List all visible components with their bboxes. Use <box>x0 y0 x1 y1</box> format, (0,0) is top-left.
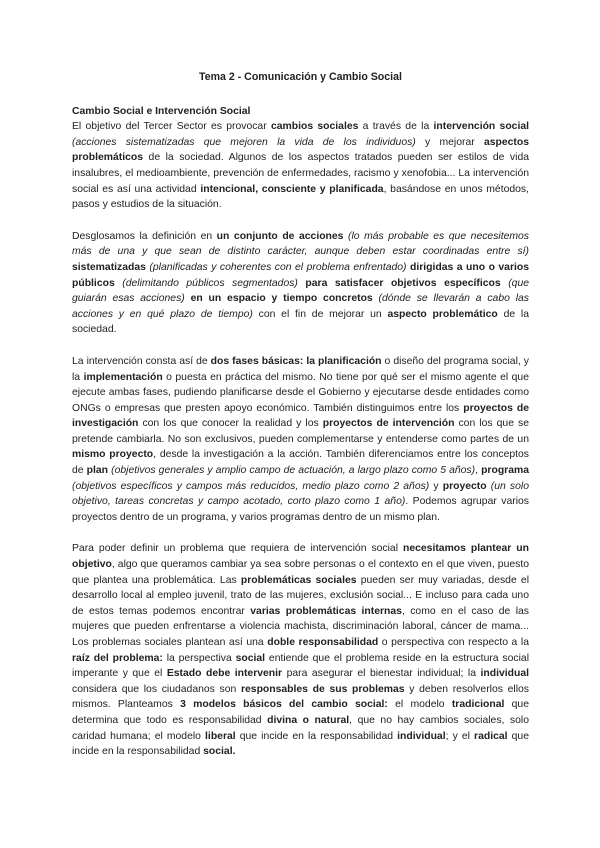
paragraph-3 <box>72 354 529 526</box>
bold-term: aspectos problemáticos <box>72 136 530 164</box>
bold-term: liberal <box>205 730 236 742</box>
text-run: y <box>429 480 443 492</box>
bold-term: 3 modelos básicos del cambio social: <box>180 699 388 711</box>
text-run: que determina que todo es responsabilidad <box>72 699 529 726</box>
bold-term: radical <box>474 730 508 742</box>
italic-note: (planificadas y coherentes con el problema enfrentado) <box>149 261 407 273</box>
bold-term: cambios sociales <box>270 121 359 133</box>
bold-term: sistematizadas <box>72 261 146 273</box>
bold-term: social <box>235 652 266 664</box>
bold-term: proyectos de investigación <box>72 402 529 430</box>
text-run: de la sociedad. <box>72 308 529 336</box>
bold-term: Estado debe intervenir <box>166 668 283 680</box>
text-run: de la sociedad. Algunos de los aspectos tratados pueden ser estilos de vida insalubres, el medioambiente, prevención de enfermedades, racismo y xenofobia... La intervención social es así una actividad <box>72 152 529 195</box>
text-run: con los que conocer la realidad y los <box>138 418 323 430</box>
text-run: a través de la <box>358 121 434 133</box>
bold-term: individual <box>397 730 446 742</box>
bold-term: para satisfacer objetivos específicos <box>305 277 501 289</box>
paragraph-4 <box>72 541 529 759</box>
bold-term: proyectos de intervención <box>322 418 455 430</box>
text-run: entiende que el problema reside en la estructura social imperante y que el <box>72 652 529 680</box>
bold-term: problemáticas sociales <box>240 574 357 586</box>
text-run: , como en el caso de las mujeres que pueden enfrentarse a violencia machista, discriminación laboral, cáncer de mama... Los problemas sociales plantean así una <box>72 605 529 648</box>
bold-term: social. <box>203 746 236 758</box>
text-run: la perspectiva <box>162 652 236 664</box>
text-run: , basándose en unos métodos, pasos y estudios de la situación. <box>72 183 530 211</box>
italic-note: (objetivos generales y amplio campo de actuación, a largo plazo como 5 años) <box>111 465 476 477</box>
text-run: . Podemos agrupar varios proyectos dentro de un programa, y varios programas dentro de un mismo plan. <box>72 496 529 523</box>
text-run: con el fin de mejorar un <box>252 308 388 320</box>
bold-term: dos fases básicas: la planificación <box>210 355 382 367</box>
text-run: El objetivo del Tercer Sector es provocar <box>72 121 271 133</box>
bold-term: intencional, consciente y planificada <box>200 183 384 195</box>
text-run: y mejorar <box>415 136 484 148</box>
italic-note: (un solo objetivo, tareas concretas y campo acotado, corto plazo como 1 año) <box>72 480 529 508</box>
text-run: o perspectiva con respecto a la <box>378 637 529 648</box>
italic-note: (lo más probable es que necesitemos más de una y que sean de distinto carácter, aunque deben estar coordinadas entre sí) <box>72 230 529 258</box>
paragraph-2 <box>72 229 529 338</box>
text-run: , desde la investigación a la acción. También diferenciamos entre los conceptos de <box>72 449 529 477</box>
bold-term: intervención social <box>433 121 530 133</box>
italic-note: (dónde se llevarán a cabo las acciones y en qué plazo de tiempo) <box>72 293 529 320</box>
paragraph-1 <box>72 119 529 213</box>
text-run: que incide en la responsabilidad <box>72 730 529 758</box>
bold-term: implementación <box>83 371 163 383</box>
text-run: , <box>475 465 482 477</box>
text-run: La intervención consta así de <box>72 355 211 367</box>
bold-term: tradicional <box>451 699 505 711</box>
bold-term: en un espacio y tiempo concretos <box>190 293 373 305</box>
italic-note: (objetivos específicos y campos más reducidos, medio plazo como 2 años) <box>72 480 430 492</box>
bold-term: mismo proyecto <box>72 449 154 461</box>
text-run: o puesta en práctica del mismo. No tiene por qué ser el mismo agente el que ejecute ambas fases, pudiendo planificarse desde el Gobierno y ejecutarse desde entidades como ONGs o empresas que presten apoyo económico. También distinguimos entre los <box>72 371 529 414</box>
bold-term: individual <box>480 668 529 680</box>
bold-term: plan <box>86 465 109 477</box>
italic-note: (que guiarán esas acciones) <box>72 277 530 305</box>
document-title: Tema 2 - Comunicación y Cambio Social <box>199 71 402 83</box>
italic-note: (acciones sistematizadas que mejoren la vida de los individuos) <box>72 136 416 148</box>
text-run: el modelo <box>387 699 452 711</box>
bold-term: un conjunto de acciones <box>216 230 344 242</box>
bold-term: raíz del problema: <box>72 652 163 664</box>
text-run: ; y el <box>445 730 475 742</box>
bold-term: dirigidas a uno o varios públicos <box>72 261 530 289</box>
bold-term: responsables de sus problemas <box>240 683 405 695</box>
text-run: Para poder definir un problema que requiera de intervención social <box>72 543 403 555</box>
bold-term: doble responsabilidad <box>267 637 379 648</box>
text-run: , que no hay cambios sociales, solo caridad humana; el modelo <box>72 714 529 742</box>
bold-term: programa <box>481 465 530 477</box>
document-page <box>72 70 529 776</box>
bold-term: proyecto <box>442 480 487 492</box>
text-run: Desglosamos la definición en <box>72 230 217 242</box>
italic-note: (delimitando públicos segmentados) <box>122 277 298 289</box>
text-run: , algo que queramos cambiar ya sea sobre personas o el contexto en el que viven, puesto que plantea una problemática. Las <box>72 559 529 586</box>
bold-term: aspecto problemático <box>387 308 498 320</box>
text-run: pueden ser muy variadas, desde el desarrollo local al empleo juvenil, trato de las mujeres, exclusión social... E incluso para cada uno de estos temas podemos encontrar <box>72 574 530 617</box>
bold-term: divina o natural <box>267 714 350 726</box>
bold-term: varias problemáticas internas <box>250 605 402 617</box>
text-run: con los que se pretende cambiarla. No son exclusivos, pueden complementarse y entenderse como partes de un <box>72 418 529 445</box>
text-run: que incide en la responsabilidad <box>235 730 398 742</box>
text-run: y deben resolverlos ellos mismos. Planteamos <box>72 683 529 711</box>
text-run: considera que los ciudadanos son <box>72 683 241 695</box>
text-run: para asegurar el bienestar individual; la <box>282 668 481 680</box>
section-heading: Cambio Social e Intervención Social <box>72 105 251 117</box>
text-run: o diseño del programa social, y la <box>72 355 529 383</box>
bold-term: necesitamos plantear un objetivo <box>72 543 529 571</box>
